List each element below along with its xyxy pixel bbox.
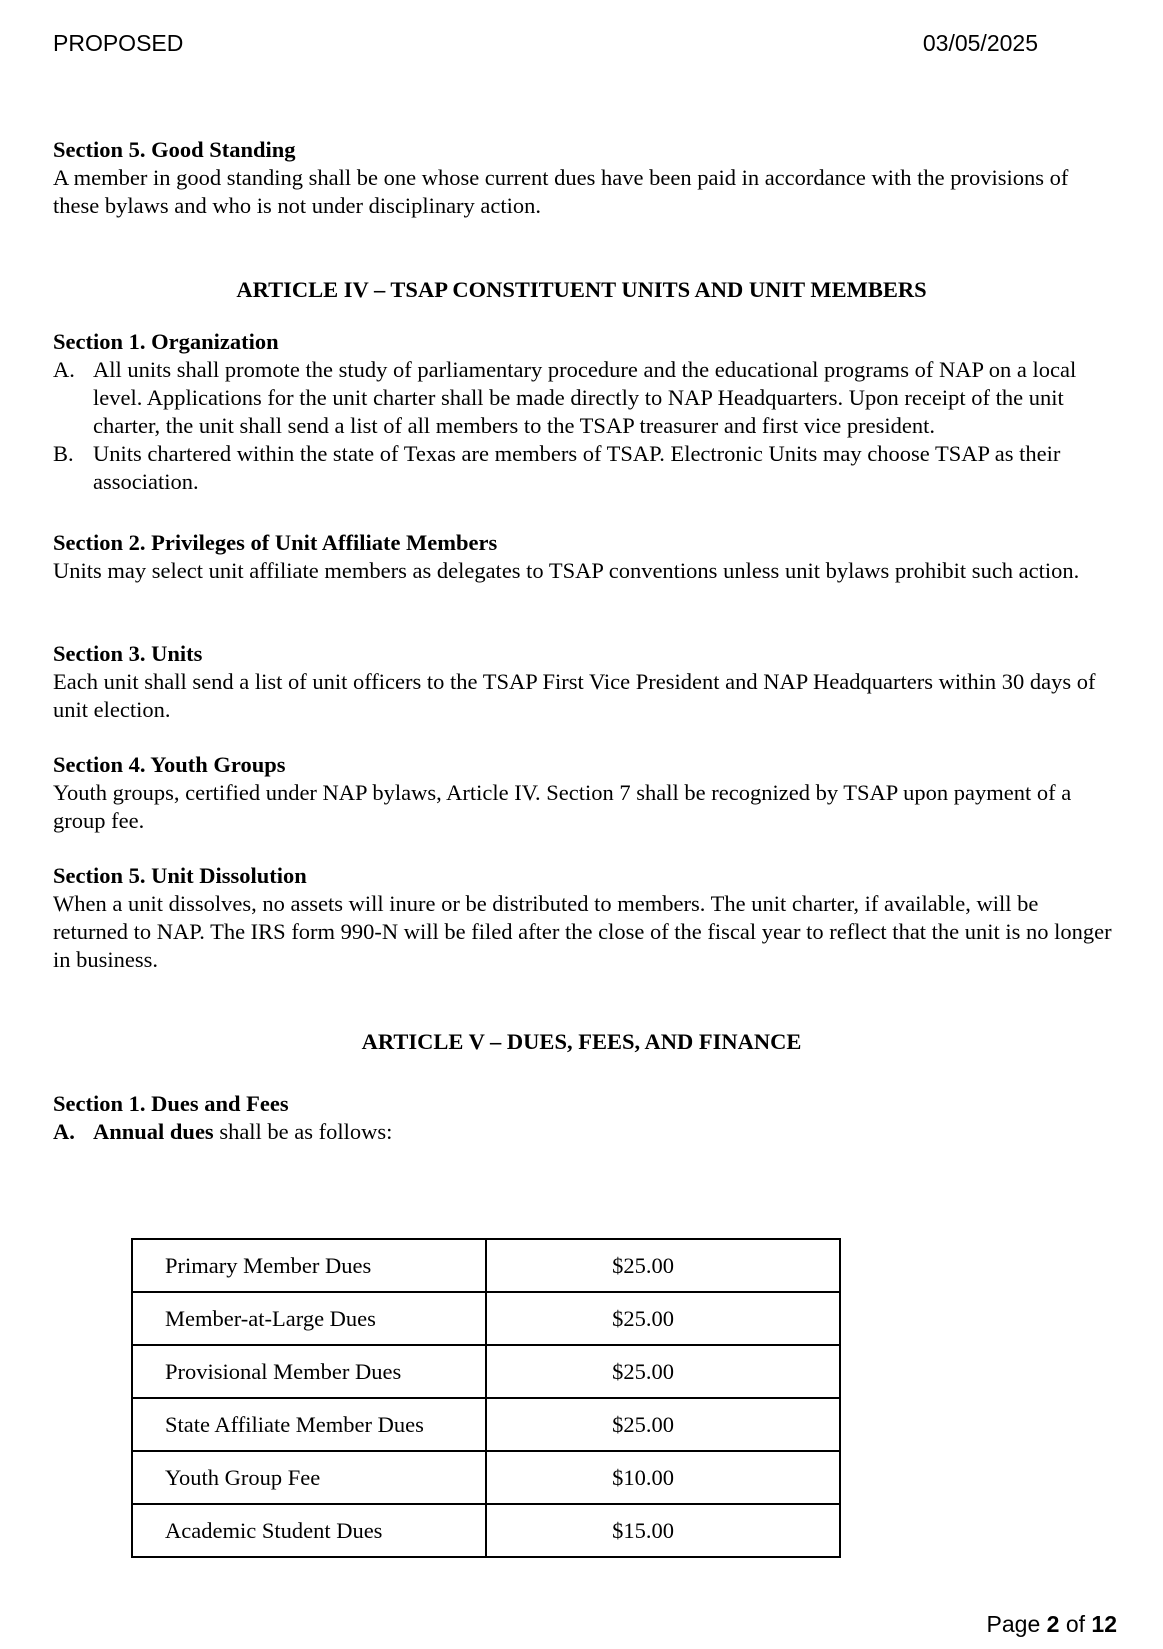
- section-organization: [53, 328, 1118, 496]
- section-good-standing: [53, 136, 1118, 220]
- list-label: B.: [53, 441, 74, 466]
- section-body: When a unit dissolves, no assets will inure or be distributed to members. The unit charter, if available, will be returned to NAP. The IRS form 990-N will be filed after the close of the fiscal year to reflect that the unit is no longer in business.: [53, 891, 1112, 972]
- list-label: A.: [53, 357, 75, 382]
- page-of: of: [1059, 1611, 1092, 1637]
- section-privileges: [53, 529, 1118, 585]
- table-row: [132, 1239, 840, 1292]
- list-text: shall be as follows:: [213, 1119, 393, 1144]
- dues-table: [131, 1238, 841, 1558]
- table-row: [132, 1292, 840, 1345]
- list-label: A.: [53, 1119, 75, 1144]
- section-unit-dissolution: [53, 862, 1118, 974]
- section-heading: Section 1. Organization: [53, 329, 279, 354]
- section-units: [53, 640, 1118, 724]
- dues-amount: $25.00: [486, 1239, 840, 1292]
- dues-amount: $10.00: [486, 1451, 840, 1504]
- section-heading: Section 5. Unit Dissolution: [53, 863, 307, 888]
- page-number: [987, 1611, 1117, 1638]
- table-row: [132, 1345, 840, 1398]
- annual-dues-term: Annual dues: [93, 1119, 214, 1144]
- dues-amount: $25.00: [486, 1398, 840, 1451]
- section-heading: Section 4. Youth Groups: [53, 752, 286, 777]
- dues-name: Primary Member Dues: [132, 1239, 486, 1292]
- section-heading: Section 1. Dues and Fees: [53, 1091, 289, 1116]
- page-word: Page: [986, 1611, 1047, 1637]
- header-date: 03/05/2025: [922, 30, 1038, 56]
- dues-name: Academic Student Dues: [132, 1504, 486, 1557]
- dues-amount: $15.00: [486, 1504, 840, 1557]
- section-heading: Section 3. Units: [53, 641, 203, 666]
- table-row: [132, 1504, 840, 1557]
- section-youth-groups: [53, 751, 1118, 835]
- dues-name: State Affiliate Member Dues: [132, 1398, 486, 1451]
- dues-name: Member-at-Large Dues: [132, 1292, 486, 1345]
- dues-name: Youth Group Fee: [132, 1451, 486, 1504]
- table-row: [132, 1398, 840, 1451]
- list-text: Units chartered within the state of Texas are members of TSAP. Electronic Units may choose TSAP as their association.: [93, 441, 1061, 494]
- dues-name: Provisional Member Dues: [132, 1345, 486, 1398]
- section-heading: Section 5. Good Standing: [53, 137, 296, 162]
- section-body: Each unit shall send a list of unit officers to the TSAP First Vice President and NAP Headquarters within 30 days of unit election.: [53, 669, 1096, 722]
- article-v-title: ARTICLE V – DUES, FEES, AND FINANCE: [361, 1029, 802, 1054]
- list-item: [53, 1118, 1118, 1146]
- dues-amount: $25.00: [486, 1292, 840, 1345]
- header-proposed: PROPOSED: [53, 30, 184, 56]
- list-item: [53, 356, 1118, 440]
- list-item: [53, 440, 1118, 496]
- section-heading: Section 2. Privileges of Unit Affiliate Members: [53, 530, 498, 555]
- section-body: Units may select unit affiliate members as delegates to TSAP conventions unless unit bylaws prohibit such action.: [53, 558, 1080, 583]
- section-body: A member in good standing shall be one whose current dues have been paid in accordance with the provisions of these bylaws and who is not under disciplinary action.: [53, 165, 1069, 218]
- section-body: Youth groups, certified under NAP bylaws, Article IV. Section 7 shall be recognized by TSAP upon payment of a group fee.: [53, 780, 1072, 833]
- page-current: 2: [1046, 1611, 1060, 1637]
- section-dues-and-fees: [53, 1090, 1118, 1146]
- article-iv-title: ARTICLE IV – TSAP CONSTITUENT UNITS AND UNIT MEMBERS: [236, 277, 927, 302]
- list-text: All units shall promote the study of parliamentary procedure and the educational programs of NAP on a local level. Applications for the unit charter shall be made directly to NAP Headquarters. Upon receipt of the unit charter, the unit shall send a list of all members to the TSAP treasurer and first vice president.: [93, 357, 1077, 438]
- page-total: 12: [1091, 1611, 1117, 1637]
- dues-amount: $25.00: [486, 1345, 840, 1398]
- table-row: [132, 1451, 840, 1504]
